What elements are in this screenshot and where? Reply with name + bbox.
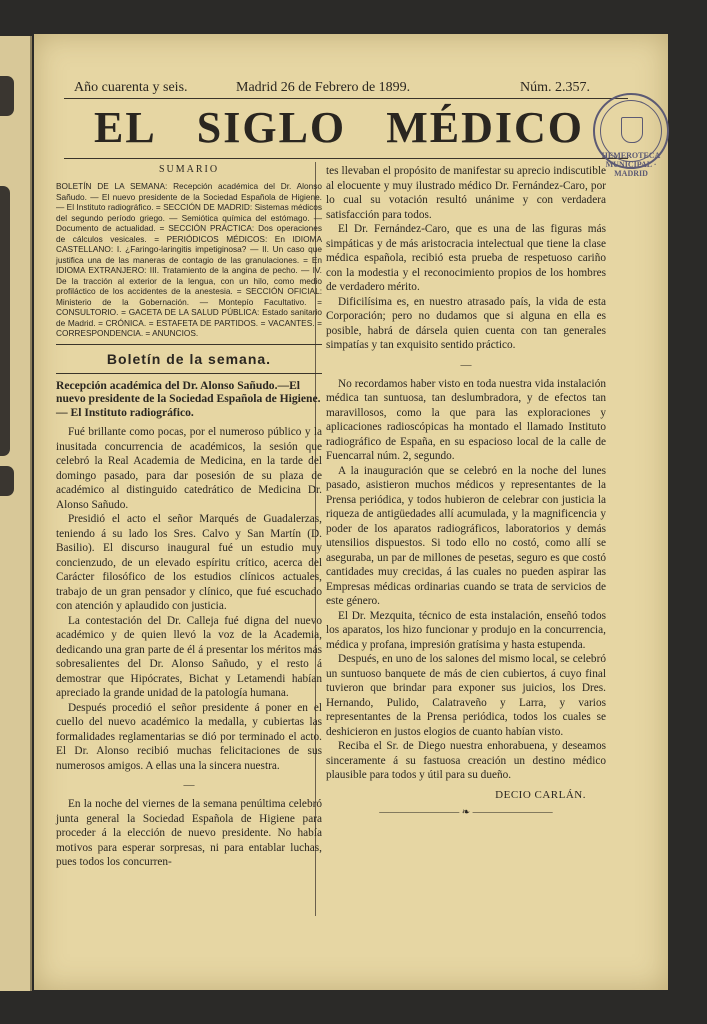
ornament: ———————— ❧ ———————— (379, 806, 553, 818)
date-label: Madrid 26 de Febrero de 1899. (236, 80, 411, 95)
stamp-text: HEMEROTECA MUNICIPAL · MADRID (601, 151, 661, 178)
sumario-text: BOLETÍN DE LA SEMANA: Recepción académica del Dr. Alonso Sañudo. — El nuevo presidente de la Sociedad Española de Higiene. — El Instituto radiográfico. = SECCIÓN DE MADRID: Sistemas médicos del segundo período griego. — Semiótica química del estómago. — Documento de actualidad. = SECCIÓN PRÁCTICA: Dos operaciones de cálculos vesicales. = PERIÓDICOS MÉDICOS: En IDIOMA CASTELLANO: I. ¿Faringo-laringitis impetiginosa? — II. Un caso que justifica una de las maneras de contagio de las granulaciones. = En IDIOMA EXTRANJERO: III. Tratamiento de la angina de pecho. — IV. De la tracción al exterior de la lengua, con un hilo, como medio profiláctico de los accidentes de la anestesia. = SECCIÓN OFICIAL: Ministerio de la Gobernación. — Montepío Facultativo. = CONSULTORIO. = GACETA DE LA SALUD PÚBLICA: Estado sanitario de Madrid. = CRÓNICA. = ESTAFETA DE PARTIDOS. = VACANTES. = CORRESPONDENCIA. = ANUNCIOS. (56, 181, 322, 338)
paragraph: Dificilísima es, en nuestro atrasado país, la vida de esta Corporación; pero no dudamos que si alguna en ella es posible, habrá de dársela quien cuenta con tan generales simpatías y tan exquisito sentido práctico. (326, 295, 606, 351)
binding-mark (0, 76, 14, 116)
divider (56, 373, 322, 374)
year-label: Año cuarenta y seis. (74, 80, 188, 95)
signature: DECIO CARLÁN. (495, 788, 586, 801)
column-left (56, 164, 322, 870)
paragraph: tes llevaban el propósito de manifestar su aprecio indiscutible al elocuente y muy ilustrado médico Dr. Fernández-Caro, por lo cual su votación resultó unánime y con verdadera satisfacción para todos. (326, 165, 606, 221)
sumario-heading: SUMARIO (158, 164, 220, 175)
paragraph: Fué brillante como pocas, por el numeroso público y la inusitada concurrencia de académicos, la sesión que celebró la Real Academia de Medicina, en la tarde del domingo pasado, para dar posesión de su plaza de académico al distinguido catedrático de Medicina Dr. Alonso Sañudo. (56, 426, 322, 511)
paragraph: Después, en uno de los salones del mismo local, se celebró un suntuoso banquete de más de cien cubiertos, á cuyo final tuvieron que brindar para exponer sus juicios, los Dres. Hernando, Pulido, Calatraveño y Larra, y varios representantes de la Prensa periódica, todos los cuales se deshicieron en justos elogios de cuanto habían visto. (326, 653, 606, 738)
divider (56, 344, 322, 345)
article-title: Recepción académica del Dr. Alonso Sañudo.—El nuevo presidente de la Sociedad Española de Higiene. — El Instituto radiográfico. (56, 378, 321, 419)
paragraph: El Dr. Fernández-Caro, que es una de las figuras más simpáticas y de más aristocracia intelectual que tiene la clase médica española, recibió esta prueba de respetuoso cariño con la modestia y el reconocimiento propios de los hombres de verdadero mérito. (326, 223, 606, 293)
column-right (326, 164, 606, 818)
newspaper-page (34, 34, 668, 990)
masthead (94, 102, 584, 153)
paragraph: El Dr. Mezquita, técnico de esta instalación, enseñó todos los aparatos, los hizo funcionar y produjo en la concurrencia, médica y profana, impresión gratísima y hasta estupenda. (326, 609, 606, 651)
paragraph: En la noche del viernes de la semana penúltima celebró junta general la Sociedad Española de Higiene para proceder á la elección de nuevo presidente. No había motivos para esperar sorpresas, ni para entablar luchas, pues todos los concurren- (56, 798, 322, 868)
adjacent-page-edge (0, 36, 32, 991)
coat-of-arms-icon (621, 117, 643, 143)
paragraph: La contestación del Dr. Calleja fué digna del nuevo académico y de quien llevó la voz de la Academia, dedicando una gran parte de él á presentar los méritos más sobresalientes del Dr. Alonso Sañudo, y el resto á demostrar que Hipócrates, Bichat y Letamendi habían apreciado la grande unidad de la patología humana. (56, 614, 322, 699)
binding-mark (0, 186, 10, 456)
separator: — (460, 358, 472, 371)
separator: — (183, 779, 195, 791)
section-heading: Boletín de la semana. (106, 350, 272, 367)
masthead-rule (64, 158, 628, 159)
library-stamp (593, 93, 669, 178)
masthead-word: SIGLO (196, 103, 347, 152)
paragraph: Reciba el Sr. de Diego nuestra enhorabuena, y deseamos sinceramente á su fastuosa creación un destino médico plausible para todos y útil para su dueño. (326, 740, 606, 781)
masthead-word: MÉDICO (386, 103, 584, 152)
paragraph: A la inauguración que se celebró en la noche del lunes pasado, asistieron muchos médicos y representantes de la Prensa periódica, y todos hubieron de celebrar con justicia la riqueza de antigüedades allí acumulada, y la magnificencia y poder de los aparatos radiográficos, laboratorios y demás utensilios dispuestos. Si todo ello no costó, como allí se aseguraba, un par de millones de pesetas, seguro es que costó cantidades muy crecidas, á las cuales no pueden aspirar las Empresas médicas ordinarias cuando se trata de servicios de este género. (326, 464, 606, 607)
masthead-word: EL (94, 103, 157, 152)
binding-mark (0, 466, 14, 496)
paragraph: No recordamos haber visto en toda nuestra vida instalación médica tan suntuosa, tan deslumbradora, y de efectos tan maravillosos, como la que para las exploraciones y aplicaciones radioscópicas ha montado el llamado Instituto radiográfico de España, en su espacioso local de la calle de Fuencarral núm. 2, segundo. (326, 377, 606, 462)
paragraph: Presidió el acto el señor Marqués de Guadalerzas, teniendo á su lado los Sres. Calvo y San Martín (D. Basilio). El discurso inaugural fué un estudio muy concienzudo, de un elevado espíritu crítico, acerca del Carácter filosófico de los estudios clínicos actuales, trabajo de un gran pensador y clínico, que fué escuchado con atención y aplaudido con justicia. (56, 513, 322, 612)
paragraph: Después procedió el señor presidente á poner en el cuello del nuevo académico la medalla, y cubiertas las formalidades reglamentarias se dió por terminado el acto. El Dr. Alonso recibió muchas felicitaciones de sus numerosos amigos. A ellas una la sincera nuestra. (56, 701, 322, 772)
header-rule (64, 98, 628, 99)
issue-number: Núm. 2.357. (520, 80, 590, 95)
